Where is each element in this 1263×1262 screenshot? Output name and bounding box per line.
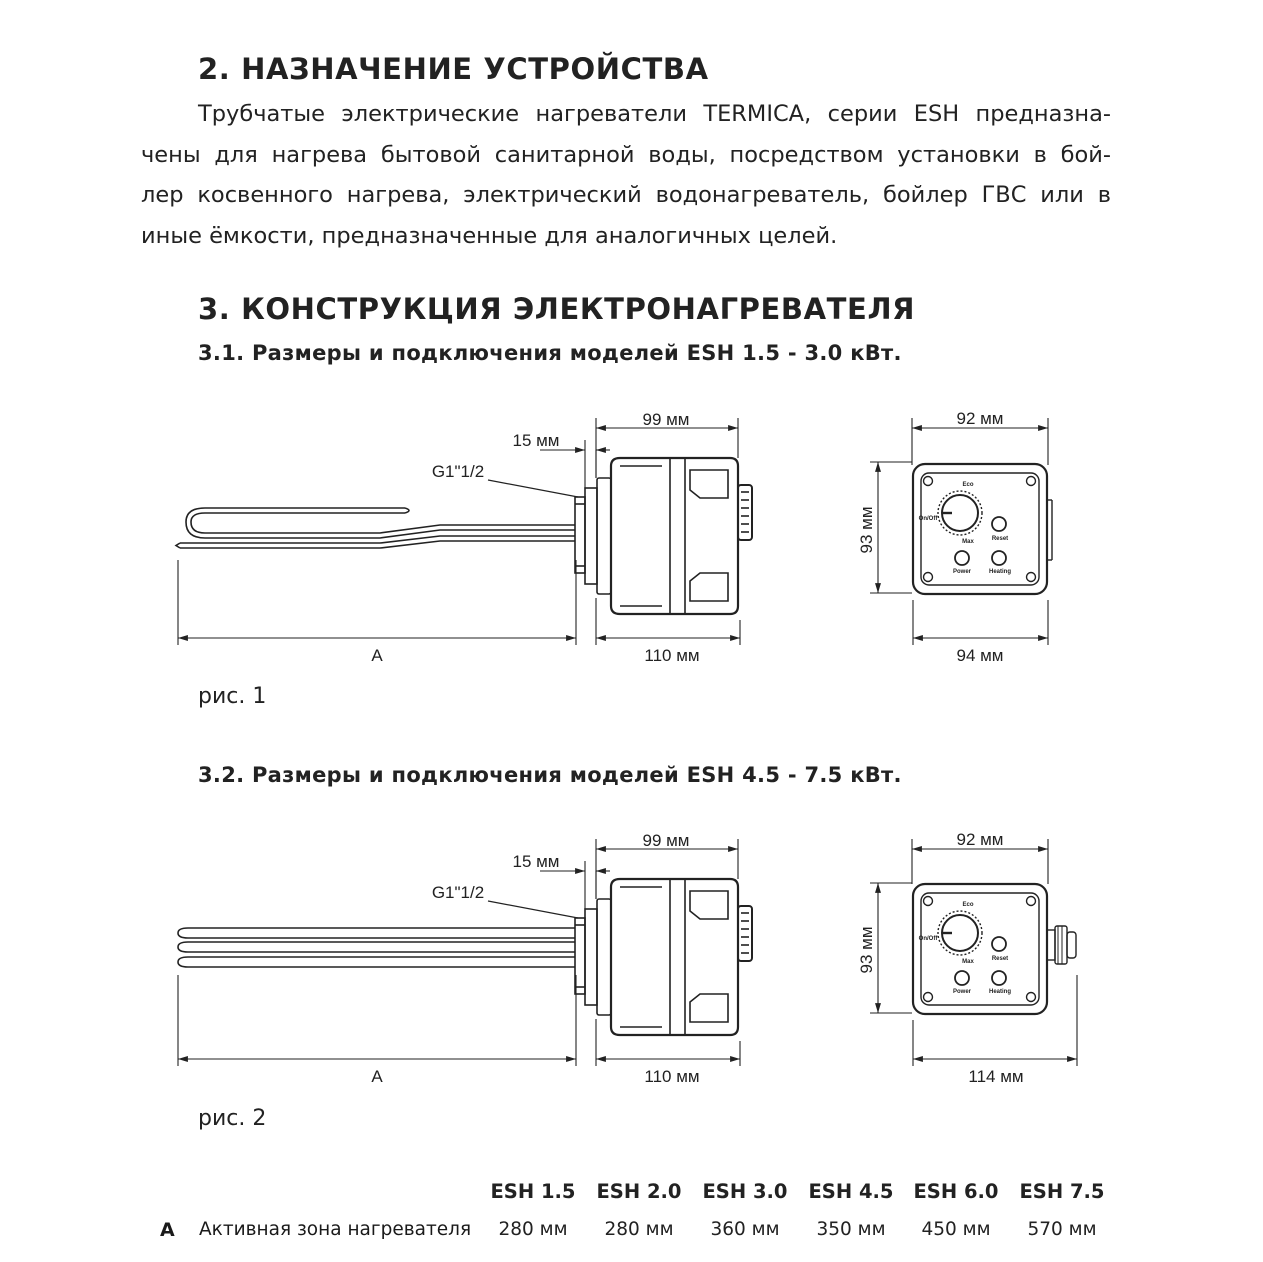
table-cell: 570 мм [1027, 1219, 1097, 1240]
dim-93-label: 93 мм [857, 506, 876, 554]
dim-114-label: 114 мм [968, 1067, 1024, 1086]
dim-110-label: 110 мм [644, 1067, 700, 1086]
heating-label: Heating [988, 569, 1012, 575]
paragraph-line: чены для нагрева бытовой санитарной воды, посредством установки в бой- [141, 141, 1111, 168]
paragraph-line: Трубчатые электрические нагреватели TERMICA, серии ESH предназна- [198, 101, 1111, 127]
figure-1-drawing [0, 400, 1263, 680]
table-header: ESH 2.0 [596, 1180, 682, 1203]
onoff-label: On/Off [918, 936, 938, 942]
table-row-label: Активная зона нагревателя [199, 1219, 472, 1240]
max-label: Max [962, 959, 974, 965]
dim-a-label: A [371, 646, 383, 665]
dim-94-label: 94 мм [956, 646, 1004, 665]
table-cell: 450 мм [921, 1219, 991, 1240]
table-header: ESH 7.5 [1019, 1180, 1105, 1203]
table-row-key: A [160, 1219, 175, 1241]
subsection-3-2-title: 3.2. Размеры и подключения моделей ESH 4.5 - 7.5 кВт. [198, 763, 902, 787]
dim-a-label: A [371, 1067, 383, 1086]
thread-label: G1"1/2 [431, 883, 485, 902]
power-label: Power [952, 989, 972, 995]
figure-2-caption: рис. 2 [198, 1106, 267, 1131]
reset-label: Reset [991, 536, 1009, 542]
thread-label: G1"1/2 [431, 462, 485, 481]
dim-99-label: 99 мм [642, 831, 690, 850]
section-2-paragraph [141, 94, 1111, 256]
dim-110-label: 110 мм [644, 646, 700, 665]
section-3-title: 3. КОНСТРУКЦИЯ ЭЛЕКТРОНАГРЕВАТЕЛЯ [198, 292, 916, 326]
table-cell: 360 мм [710, 1219, 780, 1240]
max-label: Max [962, 539, 974, 545]
table-cell: 280 мм [604, 1219, 674, 1240]
figure-2-drawing [0, 820, 1263, 1100]
paragraph-line: лер косвенного нагрева, электрический водонагреватель, бойлер ГВС или в [141, 182, 1111, 208]
table-cell: 350 мм [816, 1219, 886, 1240]
onoff-label: On/Off [918, 516, 938, 522]
control-panel-front-view-1 [913, 464, 1052, 594]
table-header: ESH 1.5 [490, 1180, 576, 1203]
dim-15-label: 15 мм [512, 852, 560, 871]
table-cell: 280 мм [498, 1219, 568, 1240]
dim-92-label: 92 мм [956, 409, 1004, 428]
heating-label: Heating [988, 989, 1012, 995]
figure-1-caption: рис. 1 [198, 684, 267, 709]
eco-label: Eco [962, 482, 974, 488]
dim-99-label: 99 мм [642, 410, 690, 429]
dim-93-label: 93 мм [857, 926, 876, 974]
power-label: Power [952, 569, 972, 575]
dim-15-label: 15 мм [512, 431, 560, 450]
eco-label: Eco [962, 902, 974, 908]
table-header: ESH 4.5 [808, 1180, 894, 1203]
paragraph-line: иные ёмкости, предназначенные для аналогичных целей. [141, 222, 838, 249]
subsection-3-1-title: 3.1. Размеры и подключения моделей ESH 1.5 - 3.0 кВт. [198, 341, 902, 365]
table-header: ESH 3.0 [702, 1180, 788, 1203]
section-2-title: 2. НАЗНАЧЕНИЕ УСТРОЙСТВА [198, 52, 709, 86]
dim-92-label: 92 мм [956, 830, 1004, 849]
table-header: ESH 6.0 [913, 1180, 999, 1203]
reset-label: Reset [991, 956, 1009, 962]
